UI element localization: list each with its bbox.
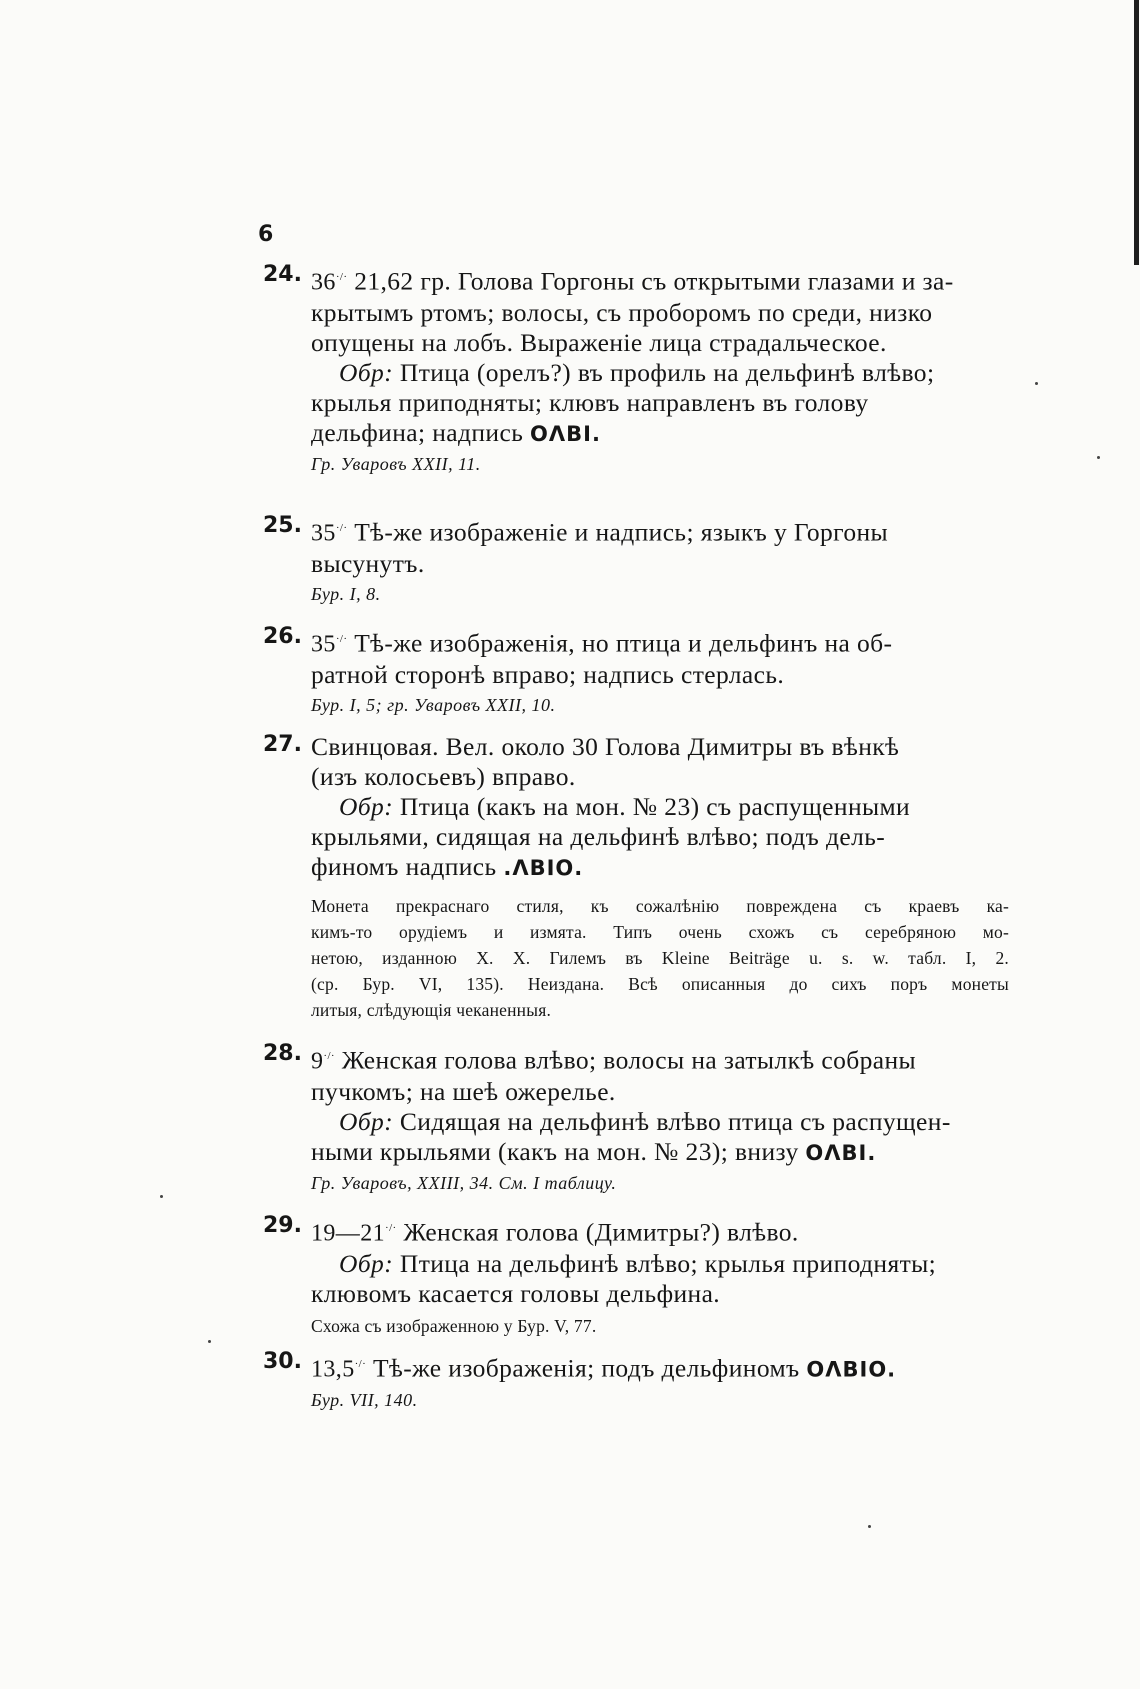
commentary-note (311, 1313, 1009, 1339)
reference: Гр. Уваровъ, XXIII, 34. См. I таблицу. (311, 1172, 617, 1193)
obverse-line: дельфина; надпись ОΛВІ. (311, 417, 601, 447)
obverse-line: Обр: Сидящая на дельфинѣ влѣво птица съ распущен- (339, 1106, 951, 1136)
obverse-line: крылья приподняты; клювъ направленъ въ голову (311, 387, 869, 417)
commentary-note (311, 893, 1009, 1023)
size-value: 13,5 (311, 1356, 355, 1383)
entry-number: 29. (263, 1213, 302, 1238)
size-value: 19—21 (311, 1220, 385, 1247)
catalog-entry-24 (263, 262, 1003, 477)
description-line: высунутъ. (311, 548, 425, 578)
scan-speck (208, 1340, 211, 1343)
entry-description (311, 1349, 1003, 1385)
catalog-entry-26 (263, 624, 1003, 718)
entry-number: 24. (263, 262, 302, 287)
size-value: 35 (311, 631, 336, 658)
catalog-entry-28 (263, 1041, 1003, 1196)
scan-speck (1097, 456, 1100, 459)
entry-number: 27. (263, 732, 302, 757)
note-line: нетою, изданною Х. Х. Гилемъ въ Kleine Beiträge u. s. w. табл. I, 2. (311, 948, 1009, 968)
reference: Гр. Уваровъ XXII, 11. (311, 453, 481, 474)
obverse-label: Обр: (339, 357, 394, 387)
catalog-entry-29 (263, 1213, 1003, 1339)
size-value: 36 (311, 269, 336, 296)
scan-speck (1035, 382, 1038, 385)
entry-description (311, 732, 1003, 883)
entry-description (311, 1041, 1003, 1168)
inscription: ОΛВІ. (530, 421, 601, 446)
entry-description (311, 1213, 1003, 1309)
size-value: 9 (311, 1048, 324, 1075)
obverse-label: Обр: (339, 792, 394, 821)
obverse-line: Обр: Птица (орелъ?) въ профиль на дельфинѣ влѣво; (339, 357, 935, 387)
inscription: .ΛΒΙΟ. (503, 856, 584, 880)
obverse-label: Обр: (339, 1248, 394, 1278)
description-line: 35·/· Тѣ-же изображенія, но птица и дельфинъ на об- (311, 628, 893, 658)
description-line: 13,5·/· Тѣ-же изображенія; подъ дельфиномъ ОΛВІО. (311, 1353, 897, 1383)
scan-speck (160, 1195, 163, 1198)
description-line: опущены на лобъ. Выраженіе лица страдальческое. (311, 327, 887, 357)
description-line: ратной сторонѣ вправо; надпись стерлась. (311, 659, 785, 689)
catalog-entry-30 (263, 1349, 1003, 1413)
note-line: кимъ-то орудіемъ и измята. Типъ очень схожъ съ серебряною мо- (311, 922, 1009, 942)
note-line: Монета прекраснаго стиля, къ сожалѣнію повреждена съ краевъ ка- (311, 896, 1009, 916)
obverse-line: клювомъ касается головы дельфина. (311, 1278, 721, 1308)
obverse-label: Обр: (339, 1106, 394, 1136)
size-value: 35 (311, 520, 336, 547)
description-line: крытымъ ртомъ; волосы, съ проборомъ по среди, низко (311, 297, 933, 327)
entry-number: 28. (263, 1041, 302, 1066)
description-line: 36·/· 21,62 гр. Голова Горгоны съ открытыми глазами и за- (311, 266, 954, 296)
catalog-entry-25 (263, 513, 1003, 607)
reference: Бур. I, 8. (311, 583, 381, 604)
reference: Бур. I, 5; гр. Уваровъ XXII, 10. (311, 694, 556, 715)
scan-edge-rule (1134, 0, 1139, 265)
entry-description (311, 624, 1003, 690)
inscription: ОΛВІ. (805, 1140, 877, 1165)
description-line: Свинцовая. Вел. около 30 Голова Димитры въ вѣнкѣ (311, 732, 900, 761)
entry-description (311, 262, 1003, 449)
obverse-line: ными крыльями (какъ на мон. № 23); внизу ОΛВІ. (311, 1136, 877, 1166)
obverse-line: крыльями, сидящая на дельфинѣ влѣво; подъ дель- (311, 822, 886, 851)
description-line: пучкомъ; на шеѣ ожерелье. (311, 1076, 616, 1106)
obverse-line: финомъ надпись .ΛΒΙΟ. (311, 852, 584, 881)
catalog-entry-27 (263, 732, 1009, 1023)
note-line: (ср. Бур. VI, 135). Неиздана. Всѣ описанныя до сихъ поръ монеты (311, 974, 1009, 994)
obverse-line: Обр: Птица (какъ на мон. № 23) съ распущенными (339, 792, 911, 821)
description-line: (изъ колосьевъ) вправо. (311, 762, 576, 791)
entry-number: 30. (263, 1349, 302, 1374)
entry-description (311, 513, 1003, 579)
note-line: литыя, слѣдующія чеканенныя. (311, 1000, 552, 1020)
description-line: 9·/· Женская голова влѣво; волосы на затылкѣ собраны (311, 1045, 917, 1075)
obverse-line: Обр: Птица на дельфинѣ влѣво; крылья приподняты; (339, 1248, 937, 1278)
entry-number: 26. (263, 624, 302, 649)
entry-number: 25. (263, 513, 302, 538)
description-line: 35·/· Тѣ-же изображеніе и надпись; языкъ у Горгоны (311, 517, 889, 547)
description-line: 19—21·/· Женская голова (Димитры?) влѣво. (311, 1217, 799, 1247)
note-line: Схожа съ изображенною у Бур. V, 77. (311, 1315, 597, 1336)
page-number: 6 (258, 222, 274, 247)
scan-speck (868, 1525, 871, 1528)
inscription: ОΛВІО. (806, 1357, 897, 1382)
reference: Бур. VII, 140. (311, 1389, 418, 1410)
